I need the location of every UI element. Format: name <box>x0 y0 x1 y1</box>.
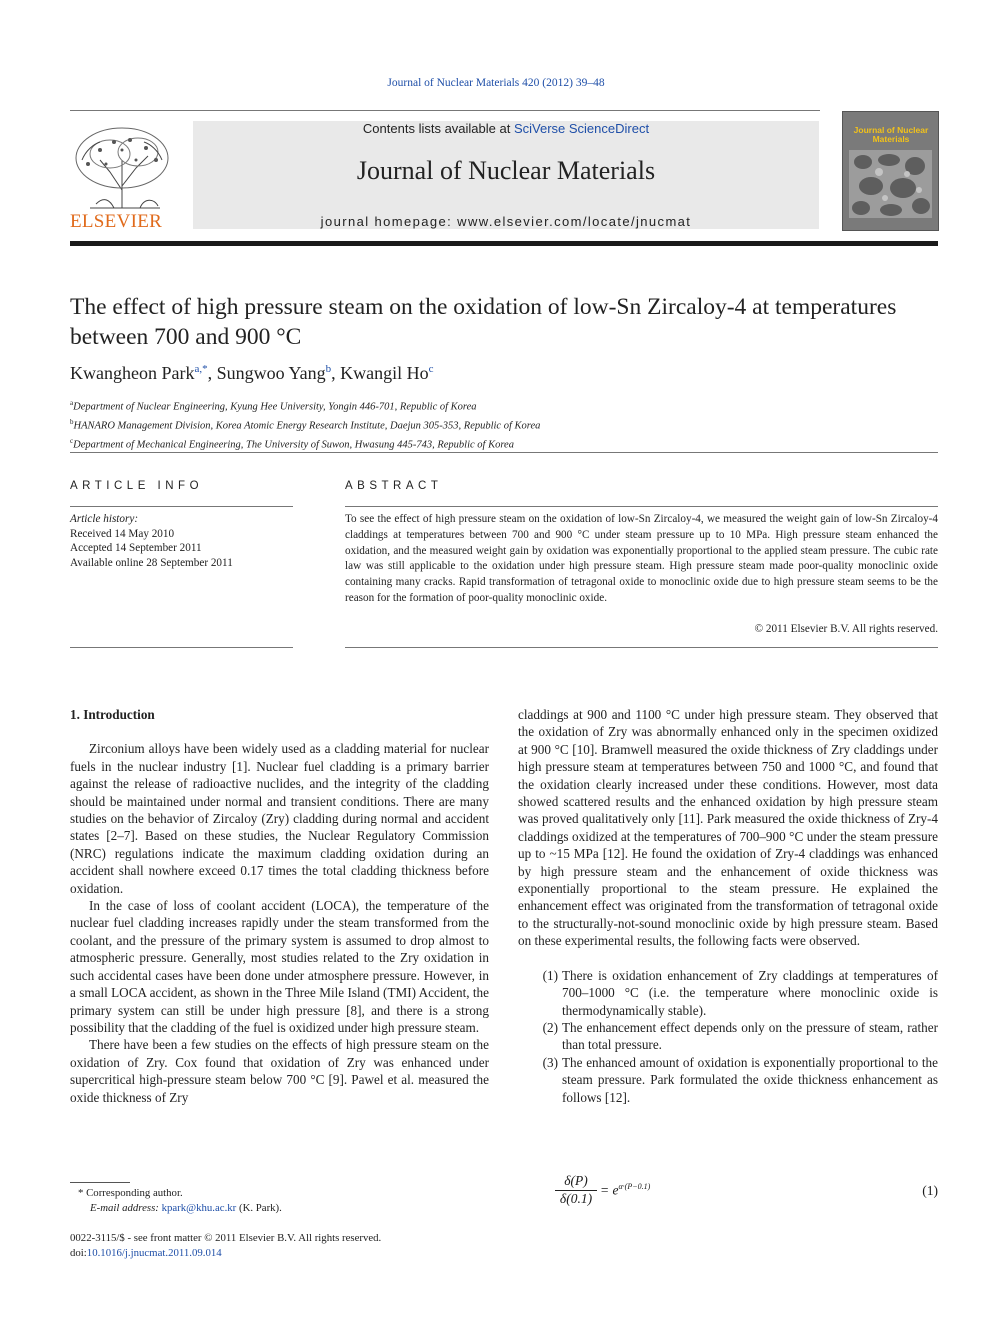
contents-prefix: Contents lists available at <box>362 121 514 136</box>
accepted-date: Accepted 14 September 2011 <box>70 542 202 554</box>
affiliation-text: Department of Nuclear Engineering, Kyung Hee University, Yongin 446-701, Republic of Korea <box>73 401 477 413</box>
abstract-text: To see the effect of high pressure steam on the oxidation of low-Sn Zircaloy-4, we measured the weight gain of low-Sn Zircaloy-4 claddings at temperatures between 700 and 900 °C under steam pressure up to 10 MPa. High pressure steam enhanced the oxidation, and the measured weight gain by oxidation was exponentially proportional to the applied steam pressure. The cubic rate law was still applicable to the oxidation under high pressure steam. High pressure steam made poor-quality monoclinic oxide containing many cracks. Rapid transformation of tetragonal oxide to monoclinic oxide due to high pressure steam seems to be the reason for the formation of poor-quality monoclinic oxide. <box>345 513 938 604</box>
list-item <box>518 1019 938 1054</box>
body-paragraph: There have been a few studies on the effects of high pressure steam on the oxidation of Zry. Cox found that oxidation of Zry was enhanced under supercritical high-pressure steam below 700 °C [9]. Pawel et al. measured the oxide thickness of Zry <box>70 1037 489 1105</box>
author-affil-marker[interactable]: c <box>428 363 434 375</box>
corresponding-author: * Corresponding author. <box>78 1187 183 1199</box>
sciencedirect-link[interactable]: SciVerse ScienceDirect <box>513 121 650 136</box>
affiliations <box>70 396 540 453</box>
affiliation-text: Department of Mechanical Engineering, The University of Suwon, Hwasung 445-743, Republic of Korea <box>73 439 514 451</box>
received-date: Received 14 May 2010 <box>70 527 175 540</box>
body-paragraph: claddings at 900 and 1100 °C under high pressure steam. They observed that the oxidation of Zry was abnormally enhanced only in the specimen oxidized at 900 °C [10]. Bramwell measured the oxide thickness of Zry claddings under high pressure steam at temperatures between 750 and 1000 °C, and found that the oxidation clearly increased under these conditions. However, most data showed scattered results and the enhanced oxidation by high pressure steam was proved qualitatively only [11]. Park measured the oxide thickness of Zry-4 claddings oxidized at the temperatures of 700–900 °C under the steam pressure up to ~15 MPa [12]. He found the oxidation of Zry-4 claddings was enhanced by high pressure steam and the enhancement of oxide thickness was exponentially proportional to the steam pressure. He explained the enhancement effect was originated from the transformation of tetragonal oxide to the structurally-not-sound monoclinic oxide by high pressure steam. Based on these experimental results, the following facts were observed. <box>518 707 938 949</box>
article-info-heading: ARTICLE INFO <box>70 480 204 492</box>
paper-title: The effect of high pressure steam on the oxidation of low-Sn Zircaloy-4 at temperatures between 700 and 900 °C <box>70 294 897 350</box>
bottom-info <box>70 1231 381 1260</box>
email-line <box>70 1201 282 1216</box>
author-name[interactable]: Sungwoo Yang <box>216 363 326 383</box>
affiliation-marker: c <box>70 437 74 445</box>
author-list <box>70 363 434 384</box>
doi-label: doi: <box>70 1246 87 1259</box>
body-paragraph: In the case of loss of coolant accident (LOCA), the temperature of the nuclear fuel cladding increases rapidly under the steam transformed from the coolant, and the pressure of the primary system is assumed to drop almost to atmospheric pressure. Generally, most studies related to the Zry oxidation in such accidental cases have been done under atmosphere pressure. However, in a small LOCA accident, as shown in the Three Mile Island (TMI) Accident, the primary system can still be under high pressure [8], and there is a strong possibility that the cladding of the fuel is oxidized under high pressure steam. <box>70 898 489 1035</box>
doi-line <box>70 1246 381 1261</box>
affiliation-marker: b <box>70 418 74 426</box>
abstract-copyright: © 2011 Elsevier B.V. All rights reserved. <box>754 623 938 635</box>
author-separator: , <box>207 363 217 383</box>
author-affil-marker[interactable]: b <box>325 363 332 375</box>
online-date: Available online 28 September 2011 <box>70 556 233 569</box>
journal-cover-thumbnail[interactable] <box>842 111 939 231</box>
equation-numerator: δ(P) <box>555 1173 597 1191</box>
issn-line: 0022-3115/$ - see front matter © 2011 Elsevier B.V. All rights reserved. <box>70 1232 382 1244</box>
list-text: There is oxidation enhancement of Zry claddings at temperatures of 700–1000 °C (i.e. the temperature where monoclinic oxide is thermodynamically stable). <box>562 967 938 1018</box>
affiliation-text: HANARO Management Division, Korea Atomic Energy Research Institute, Daejun 305-353, Republic of Korea <box>73 420 541 432</box>
section-heading: 1. Introduction <box>70 707 155 722</box>
email-suffix: (K. Park). <box>236 1201 282 1214</box>
list-text: The enhanced amount of oxidation is exponentially proportional to the steam pressure. Park formulated the oxide thickness enhancement as follows [12]. <box>562 1054 938 1105</box>
abstract-heading: ABSTRACT <box>345 480 443 492</box>
section-rule <box>70 452 938 453</box>
affiliation <box>70 415 540 434</box>
email-link[interactable]: kpark@khu.ac.kr <box>161 1201 237 1214</box>
article-info-bottom-rule <box>70 647 293 648</box>
body-left-column <box>70 706 489 1106</box>
article-history <box>70 512 233 570</box>
cover-micrograph-icon <box>849 150 932 218</box>
cover-title: Journal of Nuclear Materials <box>853 125 929 144</box>
footnote-rule <box>70 1182 130 1183</box>
affiliation <box>70 434 540 453</box>
footnote <box>70 1186 282 1215</box>
history-label: Article history: <box>70 513 139 525</box>
elsevier-wordmark: ELSEVIER <box>70 211 163 232</box>
equation-number: (1) <box>922 1183 938 1198</box>
list-text: The enhancement effect depends only on the pressure of steam, rather than total pressure. <box>562 1019 938 1053</box>
equation-1 <box>555 1173 938 1213</box>
list-number: (1) <box>542 967 558 983</box>
header-rule <box>70 110 820 111</box>
affiliation <box>70 396 540 415</box>
contents-line <box>193 121 819 136</box>
email-label: E-mail address: <box>90 1201 162 1214</box>
header-thick-rule <box>70 241 938 246</box>
observation-list <box>518 967 938 1106</box>
equation-base: = e <box>600 1182 619 1198</box>
abstract-bottom-rule <box>345 647 938 648</box>
author-affil-marker[interactable]: a,* <box>194 363 208 375</box>
doi-link[interactable]: 10.1016/j.jnucmat.2011.09.014 <box>86 1246 222 1259</box>
affiliation-marker: a <box>70 399 74 407</box>
author-separator: , <box>331 363 341 383</box>
author-name[interactable]: Kwangil Ho <box>340 363 429 383</box>
equation-denominator: δ(0.1) <box>559 1191 593 1206</box>
list-number: (2) <box>542 1019 558 1035</box>
journal-title: Journal of Nuclear Materials <box>356 156 656 185</box>
body-right-column <box>518 706 938 1106</box>
article-info-rule <box>70 506 293 507</box>
equation-fraction <box>555 1173 597 1207</box>
journal-homepage[interactable]: journal homepage: www.elsevier.com/locate/jnucmat <box>320 214 692 229</box>
equation-exponent: α·(P−0.1) <box>618 1182 651 1191</box>
abstract-rule <box>345 506 938 507</box>
journal-reference[interactable]: Journal of Nuclear Materials 420 (2012) 39–48 <box>387 77 605 89</box>
body-paragraph: Zirconium alloys have been widely used as a cladding material for nuclear fuels in the nuclear industry [1]. Nuclear fuel cladding is a primary barrier against the release of radioactive nuclides, and the integrity of the cladding should be maintained under normal and transient conditions. There are many studies on the behavior of Zircaloy (Zry) cladding during normal and accident states [2–7]. Based on these studies, the Nuclear Regulatory Commission (NRC) regulations indicate the maximum cladding oxidation during an accident shall nowhere exceed 0.17 times the total cladding thickness before oxidation. <box>70 741 489 896</box>
author-name[interactable]: Kwangheon Park <box>70 363 195 383</box>
list-item <box>518 1054 938 1106</box>
list-number: (3) <box>542 1054 558 1070</box>
list-item <box>518 967 938 1019</box>
equation-rhs <box>600 1182 650 1199</box>
